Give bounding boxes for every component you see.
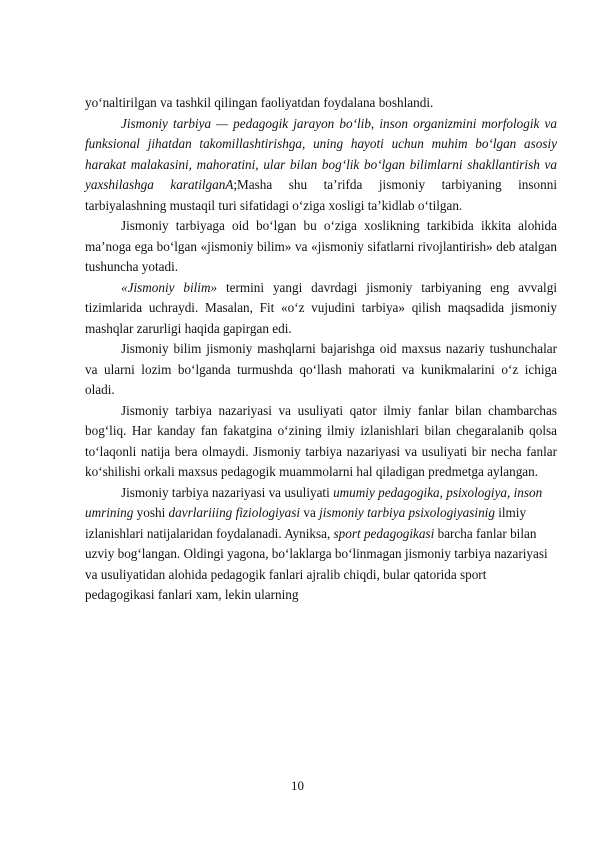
italic-text-run: davrlariiing fiziologiyasi	[168, 505, 301, 520]
document-page	[85, 93, 557, 606]
text-run: va	[300, 505, 320, 520]
text-run: ;Masha shu ta’rifda jismoniy tarbiyaning insonni tarbiyalashning mustaqil turi sifatidagi o‘ziga xosligi ta’kidlab o‘tilgan.	[85, 177, 557, 213]
italic-text-run: «Jismoniy bilim»	[121, 279, 218, 295]
paragraph	[85, 216, 557, 278]
text-run: Jismoniy tarbiya nazariyasi va usuliyati qator ilmiy fanlar bilan chambarchas bog‘liq. Har kanday fan fakatgina o‘zining ilmiy izlanishlari bilan chegaralanib qolsa to‘laqonli natija bera olmaydi. Jismoniy tarbiya nazariyasi va usuliyati bir necha fanlar ko‘shilishi orkali maxsus pedagogik muammolarni hal qiladigan predmetga aylangan.	[85, 402, 557, 479]
italic-text-run: umumiy pedagogika, psixologiya, inson umrining	[85, 484, 543, 520]
text-run: termini yangi davrdagi jismoniy tarbiyaning eng avvalgi tizimlarida uchraydi. Masalan, Fit «o‘z vujudini tarbiya» qilish maqsadida jismoniy mashqlar zarurligi haqida gapirgan edi.	[85, 279, 557, 336]
page-number: 10	[291, 778, 304, 793]
text-run: Jismoniy bilim jismoniy mashqlarni bajarishga oid maxsus nazariy tushunchalar va ularni lozim bo‘lganda turmushda qo‘llash mahorati va kunikmalarini o‘z ichiga oladi.	[85, 341, 557, 397]
italic-text-run: sport pedagogikasi	[333, 525, 435, 541]
text-run: Jismoniy tarbiya nazariyasi va usuliyati	[121, 484, 334, 500]
paragraph	[85, 114, 557, 217]
italic-text-run: jismoniy tarbiya psixologiyasinig	[319, 505, 495, 520]
text-run: ilmiy izlanishlari natijalaridan foydalanadi. Ayniksa,	[85, 505, 527, 541]
text-run: Jismoniy tarbiyaga oid bo‘lgan bu o‘ziga xoslikning tarkibida ikkita alohida ma’noga ega bo‘lgan «jismoniy bilim» va «jismoniy sifatlarni rivojlantirish» deb atalgan tushuncha yotadi.	[85, 218, 557, 274]
paragraph	[85, 93, 557, 114]
paragraph	[85, 278, 557, 340]
text-run: yoshi	[133, 505, 169, 520]
text-run: barcha fanlar bilan uzviy bog‘langan. Oldingi yagona, bo‘laklarga bo‘linmagan jismoniy tarbiya nazariyasi va usuliyatidan alohida pedagogik fanlari ajralib chiqdi, bular qatorida sport pedagogikasi fanlari xam, lekin ularning	[85, 525, 548, 602]
paragraph	[85, 339, 557, 401]
italic-text-run: Jismoniy tarbiya — pedagogik jarayon bo‘lib, inson organizmini morfologik va funksional jihatdan takomillashtirishga, uning hayoti uchun muhim bo‘lgan asosiy harakat malakasini, mahoratini, ular bilan bog‘lik bo‘lgan bilimlarni shakllantirish va yaxshilashga karatilganA	[85, 115, 557, 192]
paragraph	[85, 483, 557, 606]
paragraph	[85, 401, 557, 483]
text-run: yo‘naltirilgan va tashkil qilingan faoliyatdan foydalana boshlandi.	[85, 95, 434, 110]
